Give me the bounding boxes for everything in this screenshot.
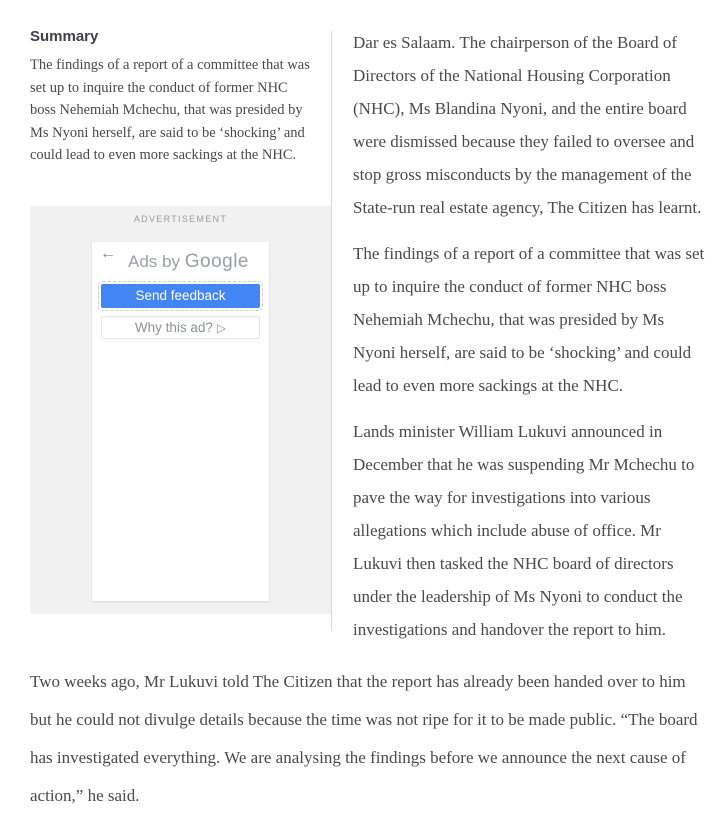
advertisement-label: ADVERTISEMENT xyxy=(133,214,228,224)
ads-by-prefix: Ads by xyxy=(128,252,180,271)
article-paragraph-1: Dar es Salaam. The chairperson of the Board of Directors of the National Housing Corporation (NHC), Ms Blandina Nyoni, and the entire board were dismissed because they failed to oversee and stop gross misconducts by the management of the State-run real estate agency, The Citizen has learnt. xyxy=(353,33,702,217)
adchoices-icon: ▷ xyxy=(216,320,227,335)
summary-text: The findings of a report of a committee that was set up to inquire the conduct of former NHC boss Nehemiah Mchechu, that was presided by Ms Nyoni herself, are said to be ‘shocking’ and could lead to even more sackings at the NHC. xyxy=(30,57,310,163)
summary-heading: Summary xyxy=(30,28,99,45)
google-logo-text: Google xyxy=(184,251,249,272)
ads-by-google-label xyxy=(92,251,269,273)
article-paragraph-2: The findings of a report of a committee that was set up to inquire the conduct of former NHC boss Nehemiah Mchechu, that was presided by Ms Nyoni herself, are said to be ‘shocking’ and could lead to even more sackings at the NHC. xyxy=(353,244,705,395)
article-paragraph-3: Lands minister William Lukuvi announced in December that he was suspending Mr Mchechu to pave the way for investigations into various allegations which include abuse of office. Mr Lukuvi then tasked the NHC board of directors under the leadership of Ms Nyoni to conduct the investigations and handover the report to him. xyxy=(353,422,695,639)
why-this-ad-button[interactable] xyxy=(101,316,260,339)
article-body xyxy=(353,26,706,659)
why-this-ad-label: Why this ad? xyxy=(134,319,213,335)
article-paragraph-full-width: Two weeks ago, Mr Lukuvi told The Citizen that the report has already been handed over to him but he could not divulge details because the time was not ripe for it to be made public. “The board has investigated everything. We are analysing the findings before we announce the next cause of action,” he said. xyxy=(30,672,698,805)
send-feedback-button[interactable]: Send feedback xyxy=(101,284,260,308)
back-arrow-icon[interactable]: ← xyxy=(100,245,116,262)
google-ad-panel xyxy=(92,242,269,601)
column-divider xyxy=(331,31,332,630)
ad-container xyxy=(30,206,331,614)
summary-section xyxy=(30,28,317,167)
